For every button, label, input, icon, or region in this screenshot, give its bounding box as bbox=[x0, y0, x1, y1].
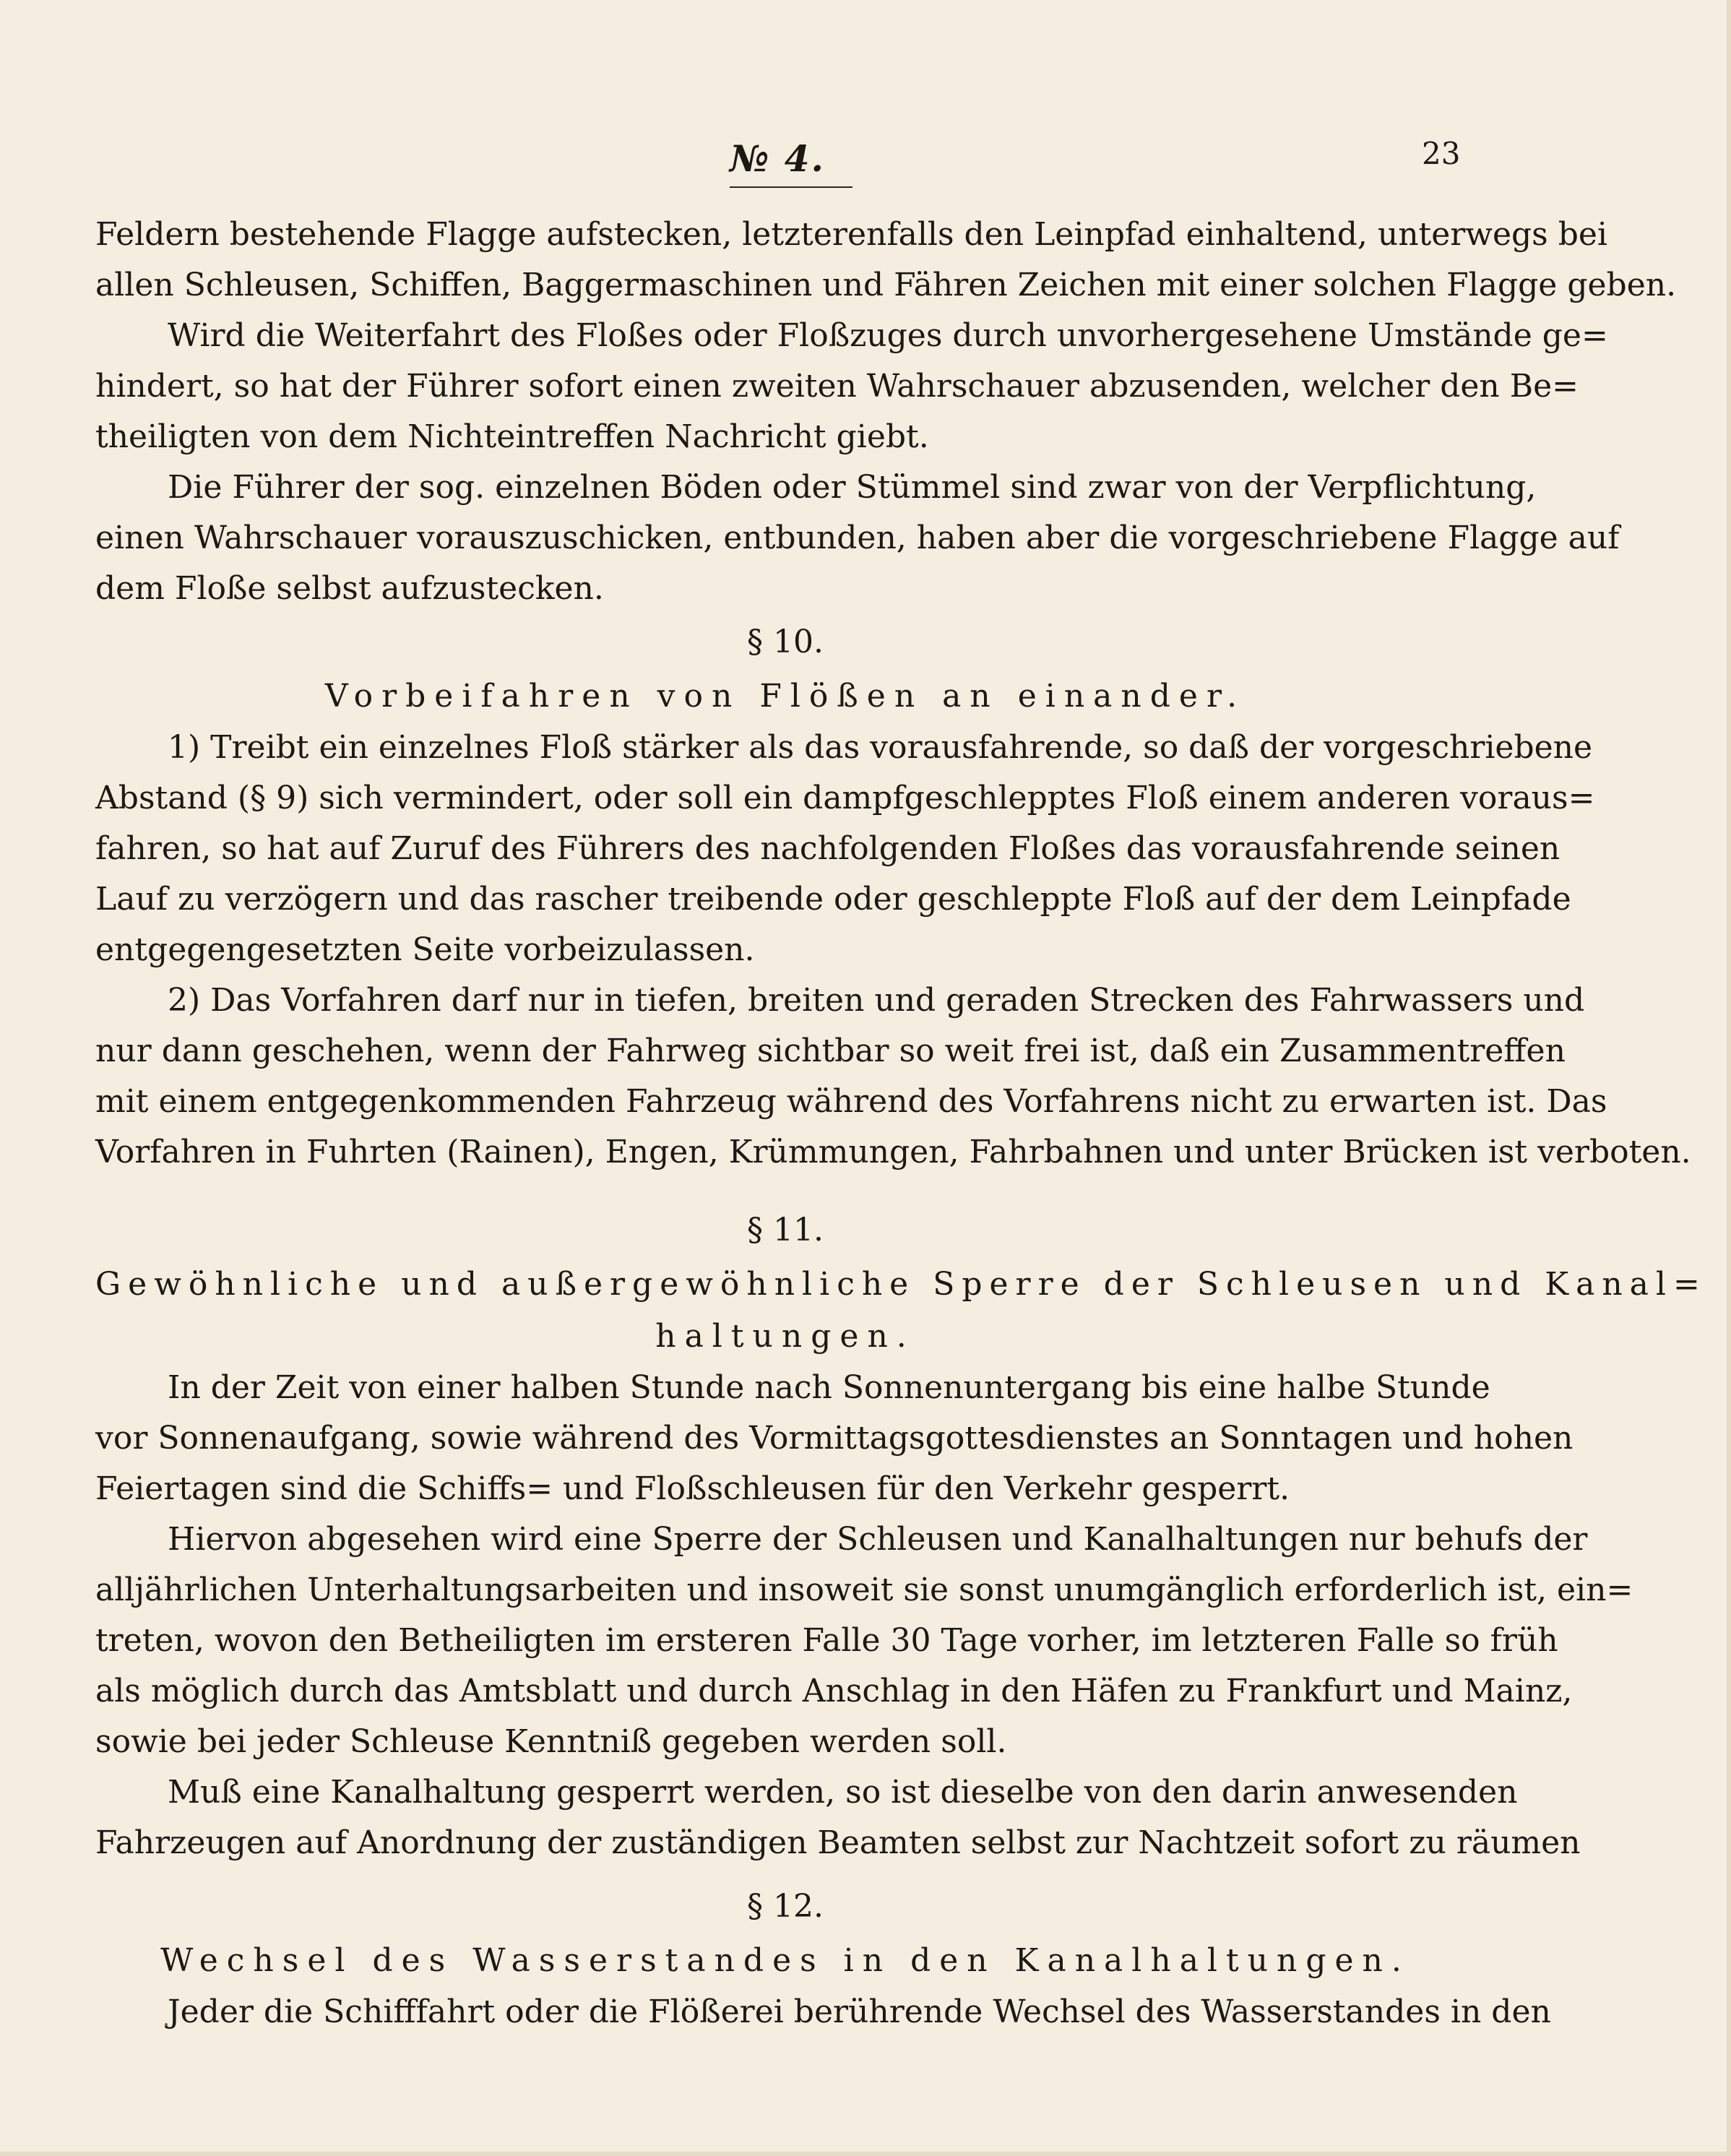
text-line: treten, wovon den Betheiligten im ersteren Falle 30 Tage vorher, im letzteren Falle so früh bbox=[95, 1622, 1558, 1659]
header-rule bbox=[730, 186, 852, 188]
text-line: In der Zeit von einer halben Stunde nach Sonnenuntergang bis eine halbe Stunde bbox=[168, 1369, 1490, 1406]
text-line: einen Wahrschauer vorauszuschicken, entbunden, haben aber die vorgeschriebene Flagge auf bbox=[95, 519, 1620, 556]
section-title-continued: haltungen. bbox=[655, 1318, 915, 1355]
spacer bbox=[95, 1868, 1475, 1879]
text-line: theiligten von dem Nichteintreffen Nachricht giebt. bbox=[95, 418, 929, 455]
text-line: alljährlichen Unterhaltungsarbeiten und insoweit sie sonst unumgänglich erforderlich ist, ein= bbox=[95, 1571, 1633, 1608]
document-body bbox=[95, 210, 1707, 2038]
section-title: Gewöhnliche und außergewöhnliche Sperre der Schleusen und Kanal= bbox=[95, 1266, 1707, 1303]
text-line: Hiervon abgesehen wird eine Sperre der Schleusen und Kanalhaltungen nur behufs der bbox=[168, 1521, 1588, 1558]
text-line: Jeder die Schifffahrt oder die Flößerei berührende Wechsel des Wasserstandes in den bbox=[168, 1993, 1551, 2030]
text-line: Die Führer der sog. einzelnen Böden oder Stümmel sind zwar von der Verpflichtung, bbox=[168, 469, 1537, 506]
section-number: § 12. bbox=[747, 1888, 824, 1925]
section-title: Vorbeifahren von Flößen an einander. bbox=[324, 678, 1246, 715]
section-title: Wechsel des Wasserstandes in den Kanalhaltungen. bbox=[160, 1942, 1410, 1979]
issue-number: № 4. bbox=[730, 137, 825, 180]
text-line: 1) Treibt ein einzelnes Floß stärker als das vorausfahrende, so daß der vorgeschriebene bbox=[168, 729, 1593, 766]
text-line: Fahrzeugen auf Anordnung der zuständigen Beamten selbst zur Nachtzeit sofort zu räumen bbox=[95, 1824, 1581, 1861]
text-line: Lauf zu verzögern und das rascher treibende oder geschleppte Floß auf der dem Leinpfade bbox=[95, 881, 1571, 918]
text-line: Feiertagen sind die Schiffs= und Floßschleusen für den Verkehr gesperrt. bbox=[95, 1470, 1290, 1507]
text-line: vor Sonnenaufgang, sowie während des Vormittagsgottesdienstes an Sonntagen und hohen bbox=[95, 1420, 1574, 1457]
page-header bbox=[0, 130, 1731, 195]
section-number: § 11. bbox=[747, 1212, 824, 1249]
text-line: hindert, so hat der Führer sofort einen zweiten Wahrschauer abzusenden, welcher den Be= bbox=[95, 368, 1579, 405]
text-line: Feldern bestehende Flagge aufstecken, letzterenfalls den Leinpfad einhaltend, unterwegs bei bbox=[95, 216, 1608, 253]
text-line: dem Floße selbst aufzustecken. bbox=[95, 570, 604, 607]
text-line: Abstand (§ 9) sich vermindert, oder soll ein dampfgeschlepptes Floß einem anderen voraus= bbox=[95, 780, 1595, 816]
text-line: Wird die Weiterfahrt des Floßes oder Floßzuges durch unvorhergesehene Umstände ge= bbox=[168, 317, 1608, 354]
text-line: nur dann geschehen, wenn der Fahrweg sichtbar so weit frei ist, daß ein Zusammentreffen bbox=[95, 1032, 1566, 1069]
text-line: fahren, so hat auf Zuruf des Führers des nachfolgenden Floßes das vorausfahrende seinen bbox=[95, 830, 1561, 867]
text-line: als möglich durch das Amtsblatt und durch Anschlag in den Häfen zu Frankfurt und Mainz, bbox=[95, 1673, 1573, 1709]
text-line: allen Schleusen, Schiffen, Baggermaschinen und Fähren Zeichen mit einer solchen Flagge geben. bbox=[95, 267, 1677, 303]
text-line: entgegengesetzten Seite vorbeizulassen. bbox=[95, 931, 755, 968]
text-line: sowie bei jeder Schleuse Kenntniß gegeben werden soll. bbox=[95, 1723, 1007, 1760]
section-number: § 10. bbox=[747, 624, 824, 660]
text-line: 2) Das Vorfahren darf nur in tiefen, breiten und geraden Strecken des Fahrwassers und bbox=[168, 982, 1585, 1019]
text-line: Vorfahren in Fuhrten (Rainen), Engen, Krümmungen, Fahrbahnen und unter Brücken ist verboten. bbox=[95, 1134, 1691, 1170]
margin-speck bbox=[165, 2023, 168, 2026]
spacer bbox=[95, 1178, 1475, 1202]
text-line: Muß eine Kanalhaltung gesperrt werden, so ist dieselbe von den darin anwesenden bbox=[168, 1774, 1518, 1811]
page-number: 23 bbox=[1422, 136, 1461, 171]
text-line: mit einem entgegenkommenden Fahrzeug während des Vorfahrens nicht zu erwarten ist. Das bbox=[95, 1083, 1607, 1120]
